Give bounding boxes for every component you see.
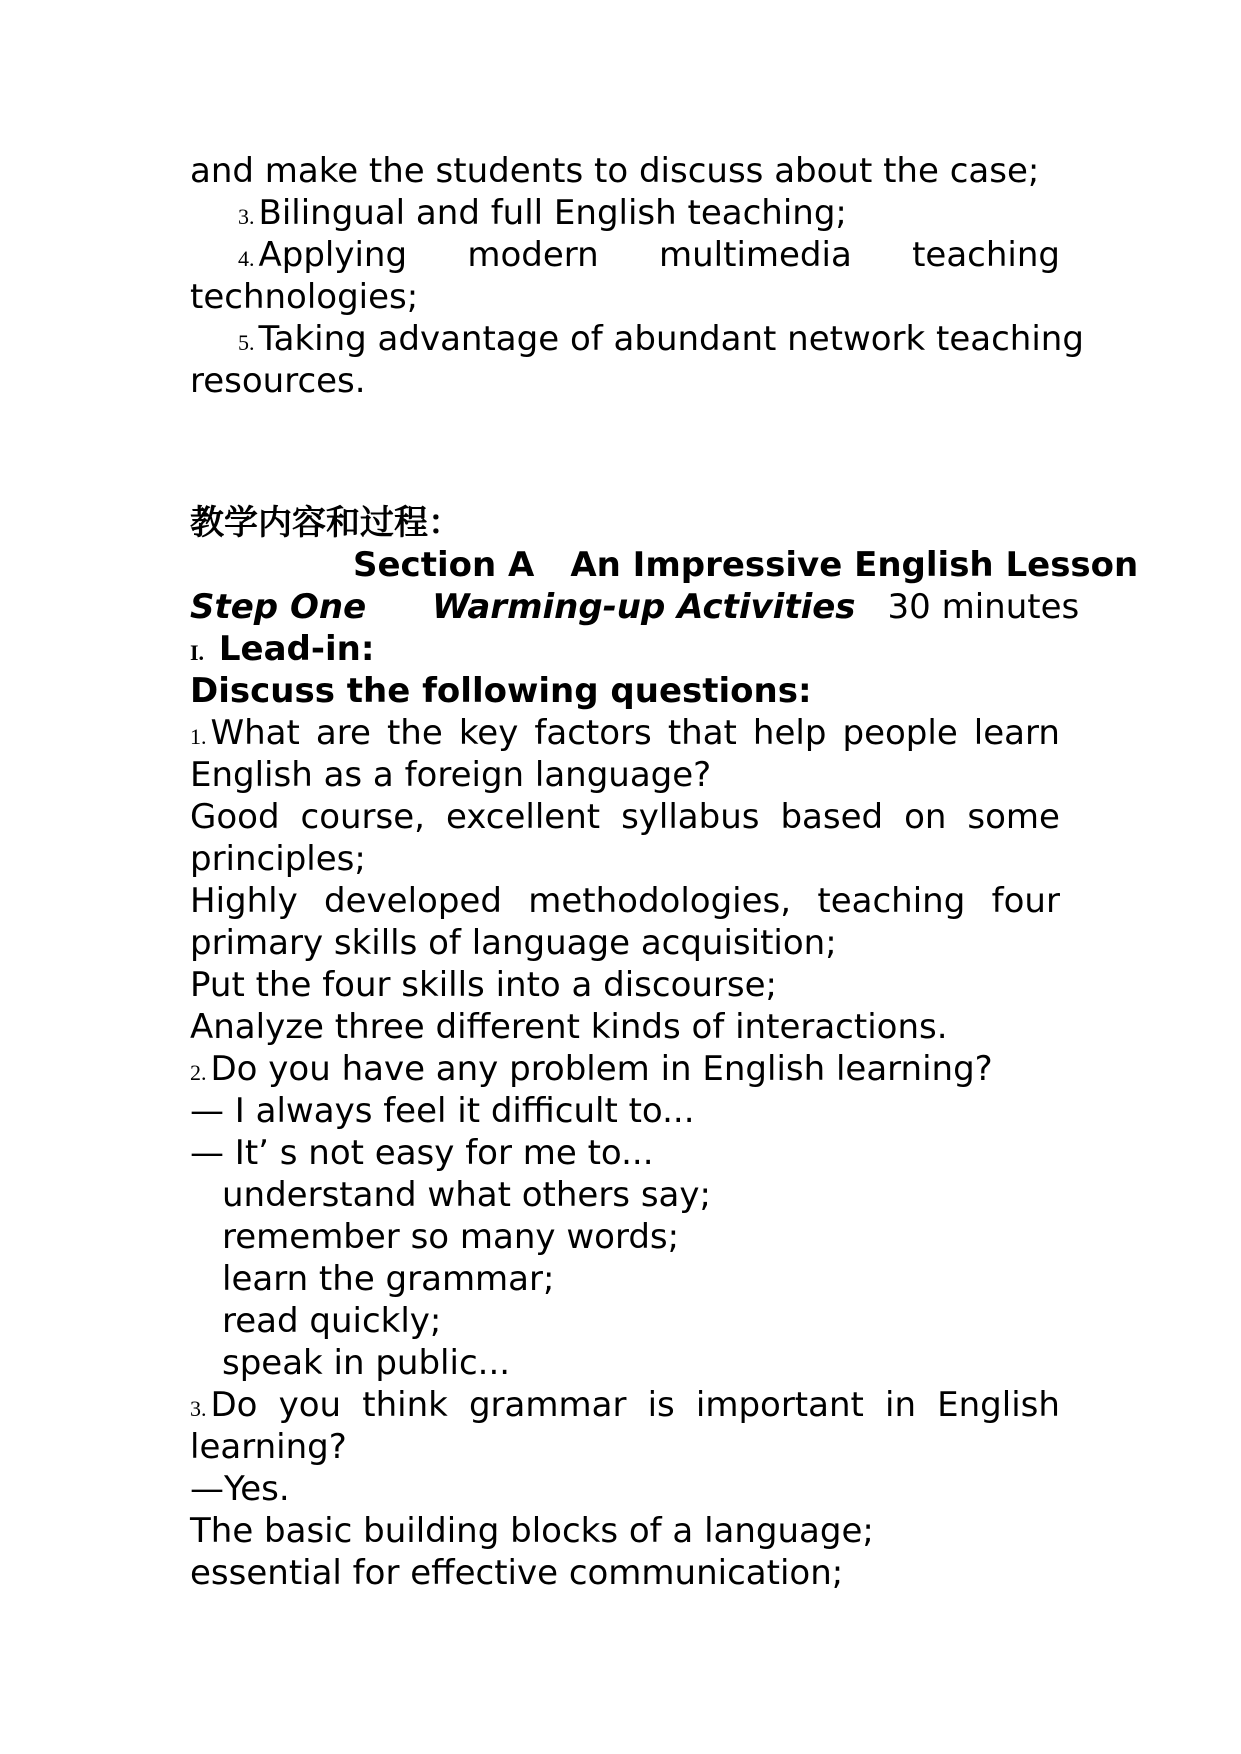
word: based	[780, 797, 884, 837]
step-row	[190, 586, 1080, 628]
list-item-5-cont: resources.	[190, 361, 366, 401]
word: the	[386, 713, 443, 753]
question-1	[190, 712, 1060, 754]
step-duration: 30 minutes	[887, 587, 1080, 627]
word: Highly	[190, 881, 298, 921]
word: teaching	[912, 235, 1060, 275]
word: that	[667, 713, 737, 753]
word: syllabus	[621, 797, 760, 837]
word: people	[842, 713, 958, 753]
list-item-4-cont: technologies;	[190, 277, 419, 317]
word: you	[278, 1385, 342, 1425]
response-item: learn the grammar;	[222, 1259, 555, 1299]
word: key	[458, 713, 519, 753]
answer-line-cont: primary skills of language acquisition;	[190, 923, 837, 963]
section-label: Section A	[353, 545, 535, 585]
word: is	[647, 1385, 675, 1425]
response-item: remember so many words;	[222, 1217, 680, 1257]
response-item: speak in public...	[222, 1343, 511, 1383]
question-number: 2.	[190, 1060, 207, 1085]
content-heading: 教学内容和过程：	[190, 503, 462, 543]
question-1-first-word	[190, 712, 300, 754]
question-3-cont: learning?	[190, 1427, 347, 1467]
word: on	[904, 797, 947, 837]
word: Do	[210, 1385, 258, 1425]
section-title	[190, 544, 1139, 586]
list-item-3	[190, 192, 1060, 234]
list-item-4-first-word	[238, 234, 407, 276]
word: important	[695, 1385, 864, 1425]
list-item-5	[190, 318, 1084, 360]
list-number: 5.	[238, 330, 255, 355]
word: think	[362, 1385, 448, 1425]
reply-line: —Yes.	[190, 1469, 290, 1509]
leadin-label: Lead-in:	[218, 629, 375, 669]
response-line: — I always feel it difficult to...	[190, 1091, 695, 1131]
answer-line-cont: principles;	[190, 839, 366, 879]
list-item-4	[190, 234, 1060, 276]
question-3	[190, 1384, 1060, 1426]
question-number: 1.	[190, 724, 207, 749]
response-item: read quickly;	[222, 1301, 442, 1341]
list-number: 3.	[238, 204, 255, 229]
word: grammar	[468, 1385, 627, 1425]
word: methodologies,	[528, 881, 792, 921]
step-title: Warming-up Activities	[432, 587, 856, 627]
word: developed	[324, 881, 502, 921]
step-label: Step One	[190, 587, 367, 627]
question-number: 3.	[190, 1396, 207, 1421]
word: are	[315, 713, 371, 753]
word: Good	[190, 797, 280, 837]
point-line: The basic building blocks of a language;	[190, 1511, 874, 1551]
word: learn	[973, 713, 1060, 753]
section-spacer	[190, 402, 1060, 502]
leadin-heading	[190, 628, 1060, 670]
word: English	[937, 1385, 1060, 1425]
word: What	[210, 713, 300, 753]
document-page	[190, 150, 1139, 1594]
roman-numeral: I.	[190, 640, 205, 665]
word: teaching	[817, 881, 966, 921]
question-2	[190, 1048, 1060, 1090]
answer-line	[190, 796, 1060, 838]
word: multimedia	[659, 235, 852, 275]
list-number: 4.	[238, 246, 255, 271]
word: help	[752, 713, 827, 753]
answer-line: Put the four skills into a discourse;	[190, 965, 777, 1005]
word: some	[967, 797, 1060, 837]
response-item: understand what others say;	[222, 1175, 711, 1215]
word: in	[885, 1385, 916, 1425]
word: four	[991, 881, 1060, 921]
response-line: — It’ s not easy for me to...	[190, 1133, 654, 1173]
word: course,	[300, 797, 425, 837]
point-line: essential for effective communication;	[190, 1553, 844, 1593]
section-name: An Impressive English Lesson	[570, 545, 1139, 585]
word: factors	[534, 713, 652, 753]
discuss-heading: Discuss the following questions:	[190, 671, 812, 711]
word: modern	[467, 235, 599, 275]
question-3-first-word	[190, 1384, 257, 1426]
answer-line	[190, 880, 1060, 922]
list-text: Bilingual and full English teaching;	[258, 193, 847, 233]
intro-line: and make the students to discuss about the case;	[190, 151, 1040, 191]
word: excellent	[445, 797, 601, 837]
word: Applying	[258, 235, 408, 275]
question-text: Do you have any problem in English learning?	[210, 1049, 993, 1089]
question-1-cont: English as a foreign language?	[190, 755, 712, 795]
answer-line: Analyze three different kinds of interactions.	[190, 1007, 948, 1047]
list-text: Taking advantage of abundant network teaching	[258, 319, 1084, 359]
